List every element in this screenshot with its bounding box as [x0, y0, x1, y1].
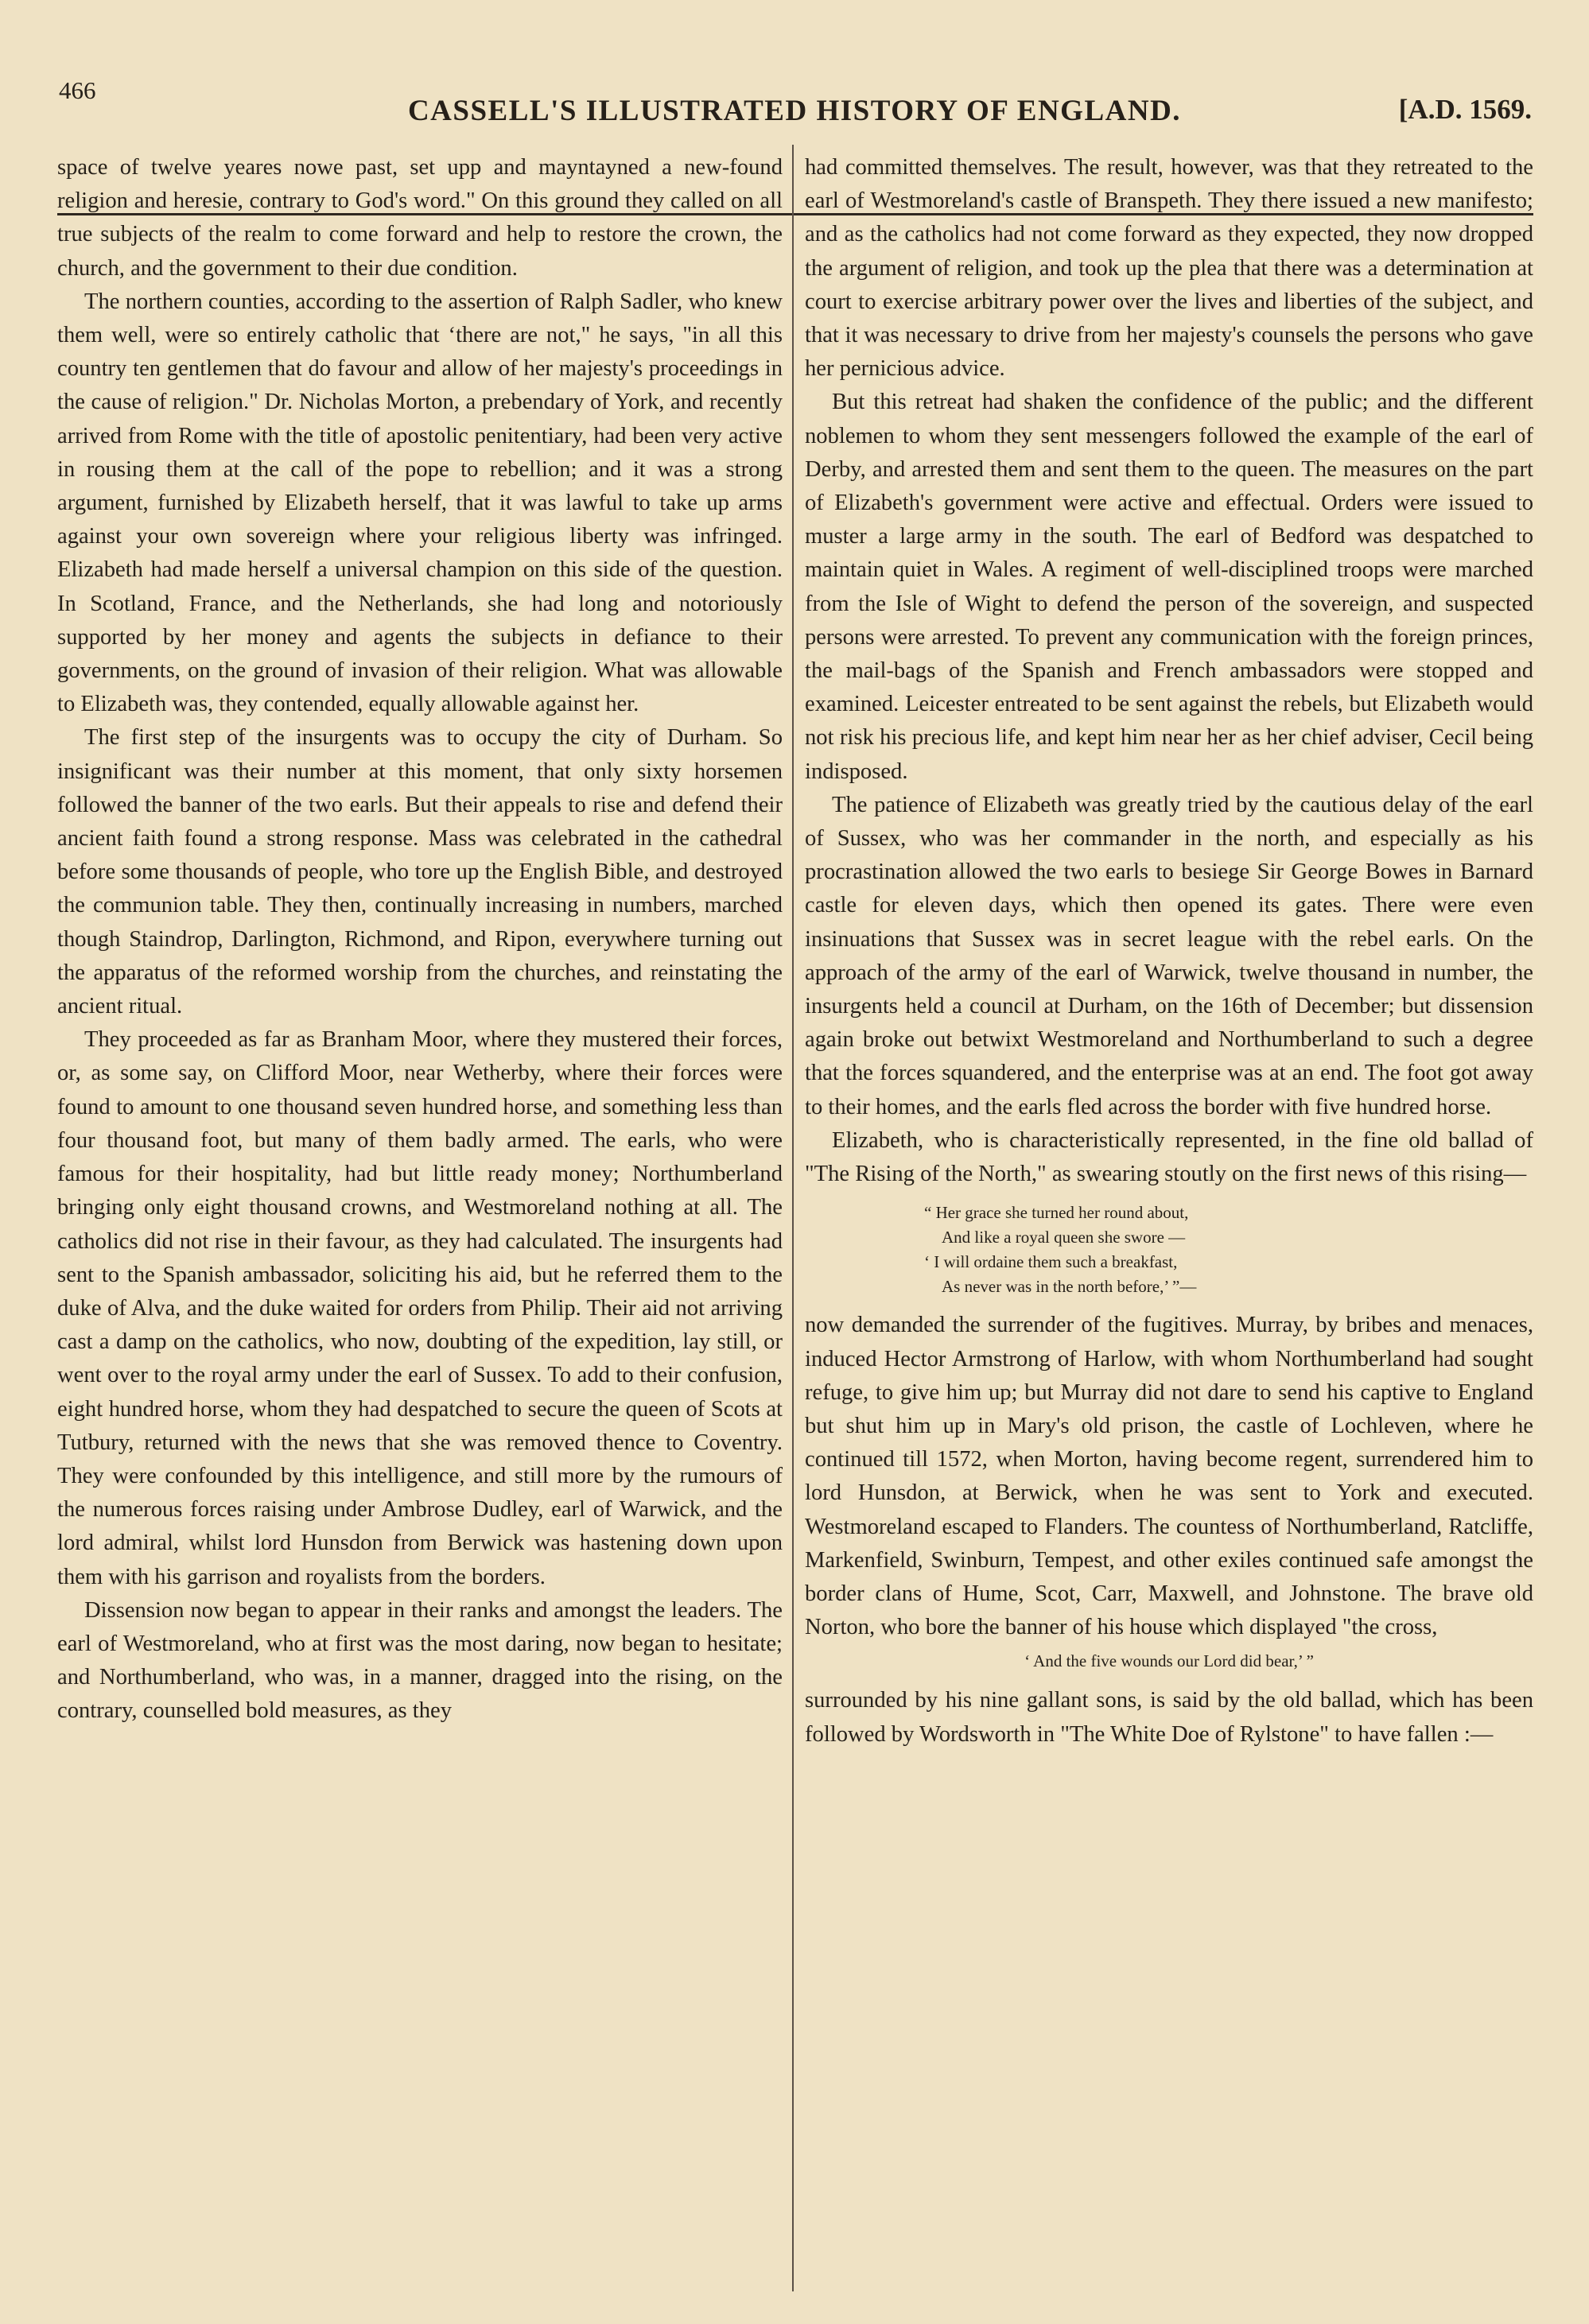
right-column: [805, 151, 1533, 1752]
running-date: [A.D. 1569.: [1398, 94, 1532, 125]
paragraph: space of twelve yeares nowe past, set upp and mayntayned a new-found religion and heresie, contrary to God's word." On this ground they called on all true subjects of the realm to come forward and help to restore the crown, the church, and the government to their due condition.: [57, 155, 783, 281]
paragraph: They proceeded as far as Branham Moor, where they mustered their forces, or, as some say, on Clifford Moor, near Wetherby, where their forces were found to amount to one thousand seven hundred horse, and something less than four thousand foot, but many of them badly armed. The earls, who were famous for their hospitality, had but little ready money; Northumberland bringing only eight thousand crowns, and Westmoreland nothing at all. The catholics did not rise in their favour, as they had calculated. The insurgents had sent to the Spanish ambassador, soliciting his aid, but he referred them to the duke of Alva, and the duke waited for orders from Philip. Their aid not arriving cast a damp on the catholics, who now, doubting of the expedition, lay still, or went over to the royal army under the earl of Sussex. To add to their confusion, eight hundred horse, whom they had despatched to secure the queen of Scots at Tutbury, returned with the news that she was removed thence to Coventry. They were confounded by this intelligence, and still more by the rumours of the numerous forces raising under Ambrose Dudley, earl of Warwick, and the lord admiral, whilst lord Hunsdon from Berwick was hastening down upon them with his garrison and royalists from the borders.: [57, 1027, 783, 1589]
paragraph: The patience of Elizabeth was greatly tried by the cautious delay of the earl of Sussex, who was her commander in the north, and especially as his procrastination allowed the two earls to besiege Sir George Bowes in Barnard castle for eleven days, which then opened its gates. There were even insinuations that Sussex was in secret league with the rebel earls. On the approach of the army of the earl of Warwick, twelve thousand in number, the insurgents held a council at Durham, on the 16th of December; but dissension again broke out betwixt Westmoreland and Northumberland to such a degree that the forces squandered, and the enterprise was at an end. The foot got away to their homes, and the earls fled across the border with five hundred horse.: [805, 792, 1533, 1119]
ballad-quote: ‘ And the five wounds our Lord did bear,’ ”: [1024, 1651, 1314, 1671]
verse-line: As never was in the north before,’ ”—: [942, 1277, 1197, 1297]
paragraph: now demanded the surrender of the fugitives. Murray, by bribes and menaces, induced Hector Armstrong of Harlow, with whom Northumberland had sought refuge, to give him up; but Murray did not dare to send his captive to England but shut him up in Mary's old prison, the castle of Lochleven, where he continued till 1572, when Morton, having become regent, surrendered him to lord Hunsdon, at Berwick, when he was sent to York and executed. Westmoreland escaped to Flanders. The countess of Northumberland, Ratcliffe, Markenfield, Swinburn, Tempest, and other exiles continued safe amongst the border clans of Hume, Scot, Carr, Maxwell, and Johnstone. The brave old Norton, who bore the banner of his house which displayed "the cross,: [805, 1313, 1533, 1640]
paragraph: But this retreat had shaken the confidence of the public; and the different noblemen to whom they sent messengers followed the example of the earl of Derby, and arrested them and sent them to the queen. The measures on the part of Elizabeth's government were active and effectual. Orders were issued to muster a large army in the south. The earl of Bedford was despatched to maintain quiet in Wales. A regiment of well-disciplined troops were marched from the Isle of Wight to defend the person of the sovereign, and suspected persons were arrested. To prevent any communication with the foreign princes, the mail-bags of the Spanish and French ambassadors were stopped and examined. Leicester entreated to be sent against the rebels, but Elizabeth would not risk his precious life, and kept him near her as her chief adviser, Cecil being indisposed.: [805, 390, 1533, 784]
ballad-verse: [924, 1201, 1533, 1299]
paragraph: The first step of the insurgents was to occupy the city of Durham. So insignificant was their number at this moment, that only sixty horsemen followed the banner of the two earls. But their appeals to rise and defend their ancient faith found a strong response. Mass was celebrated in the cathedral before some thousands of people, who tore up the English Bible, and destroyed the communion table. They then, continually increasing in numbers, marched though Staindrop, Darlington, Richmond, and Ripon, everywhere turning out the apparatus of the reformed worship from the churches, and reinstating the ancient ritual.: [57, 725, 783, 1019]
paragraph: had committed themselves. The result, however, was that they retreated to the earl of Westmoreland's castle of Branspeth. They there issued a new manifesto; and as the catholics had not come forward as they expected, they now dropped the argument of religion, and took up the plea that there was a determination at court to exercise arbitrary power over the lives and liberties of the subject, and that it was necessary to drive from her majesty's counsels the persons who gave her pernicious advice.: [805, 155, 1533, 382]
column-divider: [792, 145, 794, 2291]
paragraph: The northern counties, according to the assertion of Ralph Sadler, who knew them well, were so entirely catholic that ‘there are not," he says, "in all this country ten gentlemen that do favour and allow of her majesty's proceedings in the cause of religion." Dr. Nicholas Morton, a prebendary of York, and recently arrived from Rome with the title of apostolic penitentiary, had been very active in rousing them at the call of the pope to rebellion; and it was a strong argument, furnished by Elizabeth herself, that it was lawful to take up arms against your own sovereign where your religious liberty was infringed. Elizabeth had made herself a universal champion on this side of the question. In Scotland, France, and the Netherlands, she had long and notoriously supported by her money and agents the subjects in defiance to their governments, on the ground of invasion of their religion. What was allowable to Elizabeth was, they contended, equally allowable against her.: [57, 289, 783, 717]
running-header: [0, 76, 1589, 148]
paragraph: Elizabeth, who is characteristically represented, in the fine old ballad of "The Rising of the North," as swearing stoutly on the first news of this rising—: [805, 1127, 1533, 1187]
running-title: CASSELL'S ILLUSTRATED HISTORY OF ENGLAND.: [407, 95, 1182, 127]
verse-line: And like a royal queen she swore —: [942, 1228, 1186, 1247]
verse-line: “ Her grace she turned her round about,: [924, 1203, 1189, 1223]
page-number: 466: [59, 76, 96, 104]
paragraph: Dissension now began to appear in their ranks and amongst the leaders. The earl of Westmoreland, who at first was the most daring, now began to hesitate; and Northumberland, who was, in a manner, dragged into the rising, on the contrary, counselled bold measures, as they: [57, 1597, 783, 1724]
verse-line: ‘ I will ordaine them such a breakfast,: [924, 1252, 1178, 1272]
paragraph: surrounded by his nine gallant sons, is said by the old ballad, which has been followed by Wordsworth in "The White Doe of Rylstone" to have fallen :—: [805, 1688, 1533, 1747]
left-column: [57, 151, 783, 1728]
